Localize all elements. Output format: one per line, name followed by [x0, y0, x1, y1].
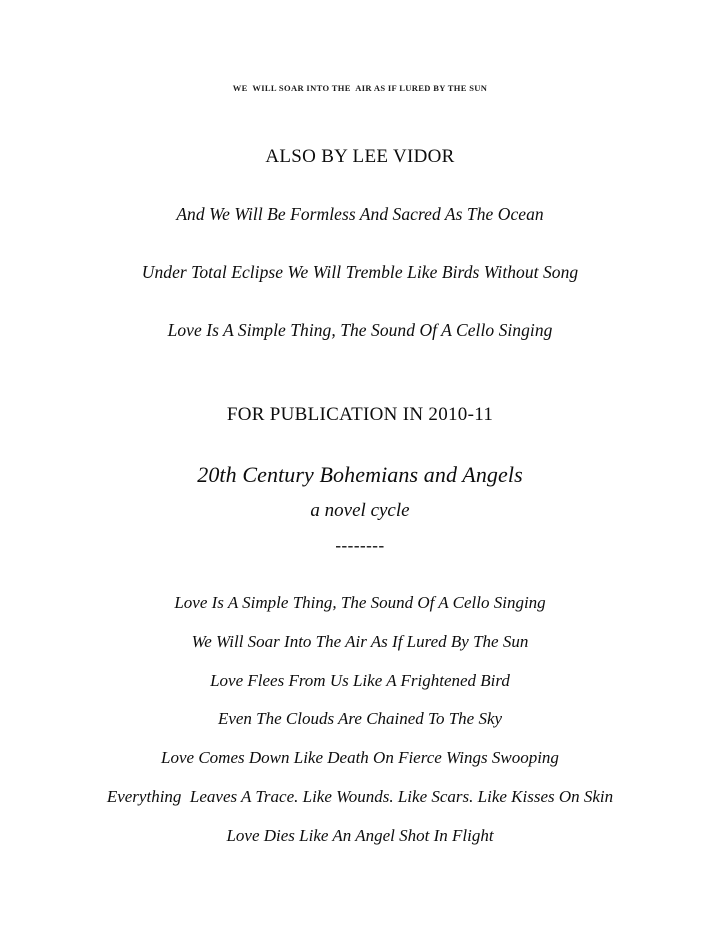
running-header: WE WILL SOAR INTO THE AIR AS IF LURED BY THE SUN [232, 83, 488, 93]
contents-item: Even The Clouds Are Chained To The Sky [217, 709, 503, 728]
also-by-heading: ALSO BY LEE VIDOR [265, 146, 455, 167]
also-by-title-2: Under Total Eclipse We Will Tremble Like Birds Without Song [141, 262, 579, 282]
cycle-subtitle: a novel cycle [310, 500, 410, 521]
contents-item: Love Dies Like An Angel Shot In Flight [226, 826, 494, 845]
contents-item: Love Comes Down Like Death On Fierce Wings Swooping [161, 748, 559, 767]
also-by-title-1: And We Will Be Formless And Sacred As The Ocean [176, 204, 544, 224]
also-by-title-3: Love Is A Simple Thing, The Sound Of A Cello Singing [167, 320, 553, 340]
contents-item: Everything Leaves A Trace. Like Wounds. Like Scars. Like Kisses On Skin [106, 787, 614, 806]
contents-item: We Will Soar Into The Air As If Lured By The Sun [191, 632, 529, 651]
contents-item: Love Is A Simple Thing, The Sound Of A Cello Singing [174, 593, 546, 612]
hyphen-divider: -------- [335, 536, 385, 555]
cycle-title: 20th Century Bohemians and Angels [197, 462, 523, 487]
publication-heading: FOR PUBLICATION IN 2010-11 [226, 404, 494, 425]
contents-item: Love Flees From Us Like A Frightened Bird [210, 671, 510, 690]
